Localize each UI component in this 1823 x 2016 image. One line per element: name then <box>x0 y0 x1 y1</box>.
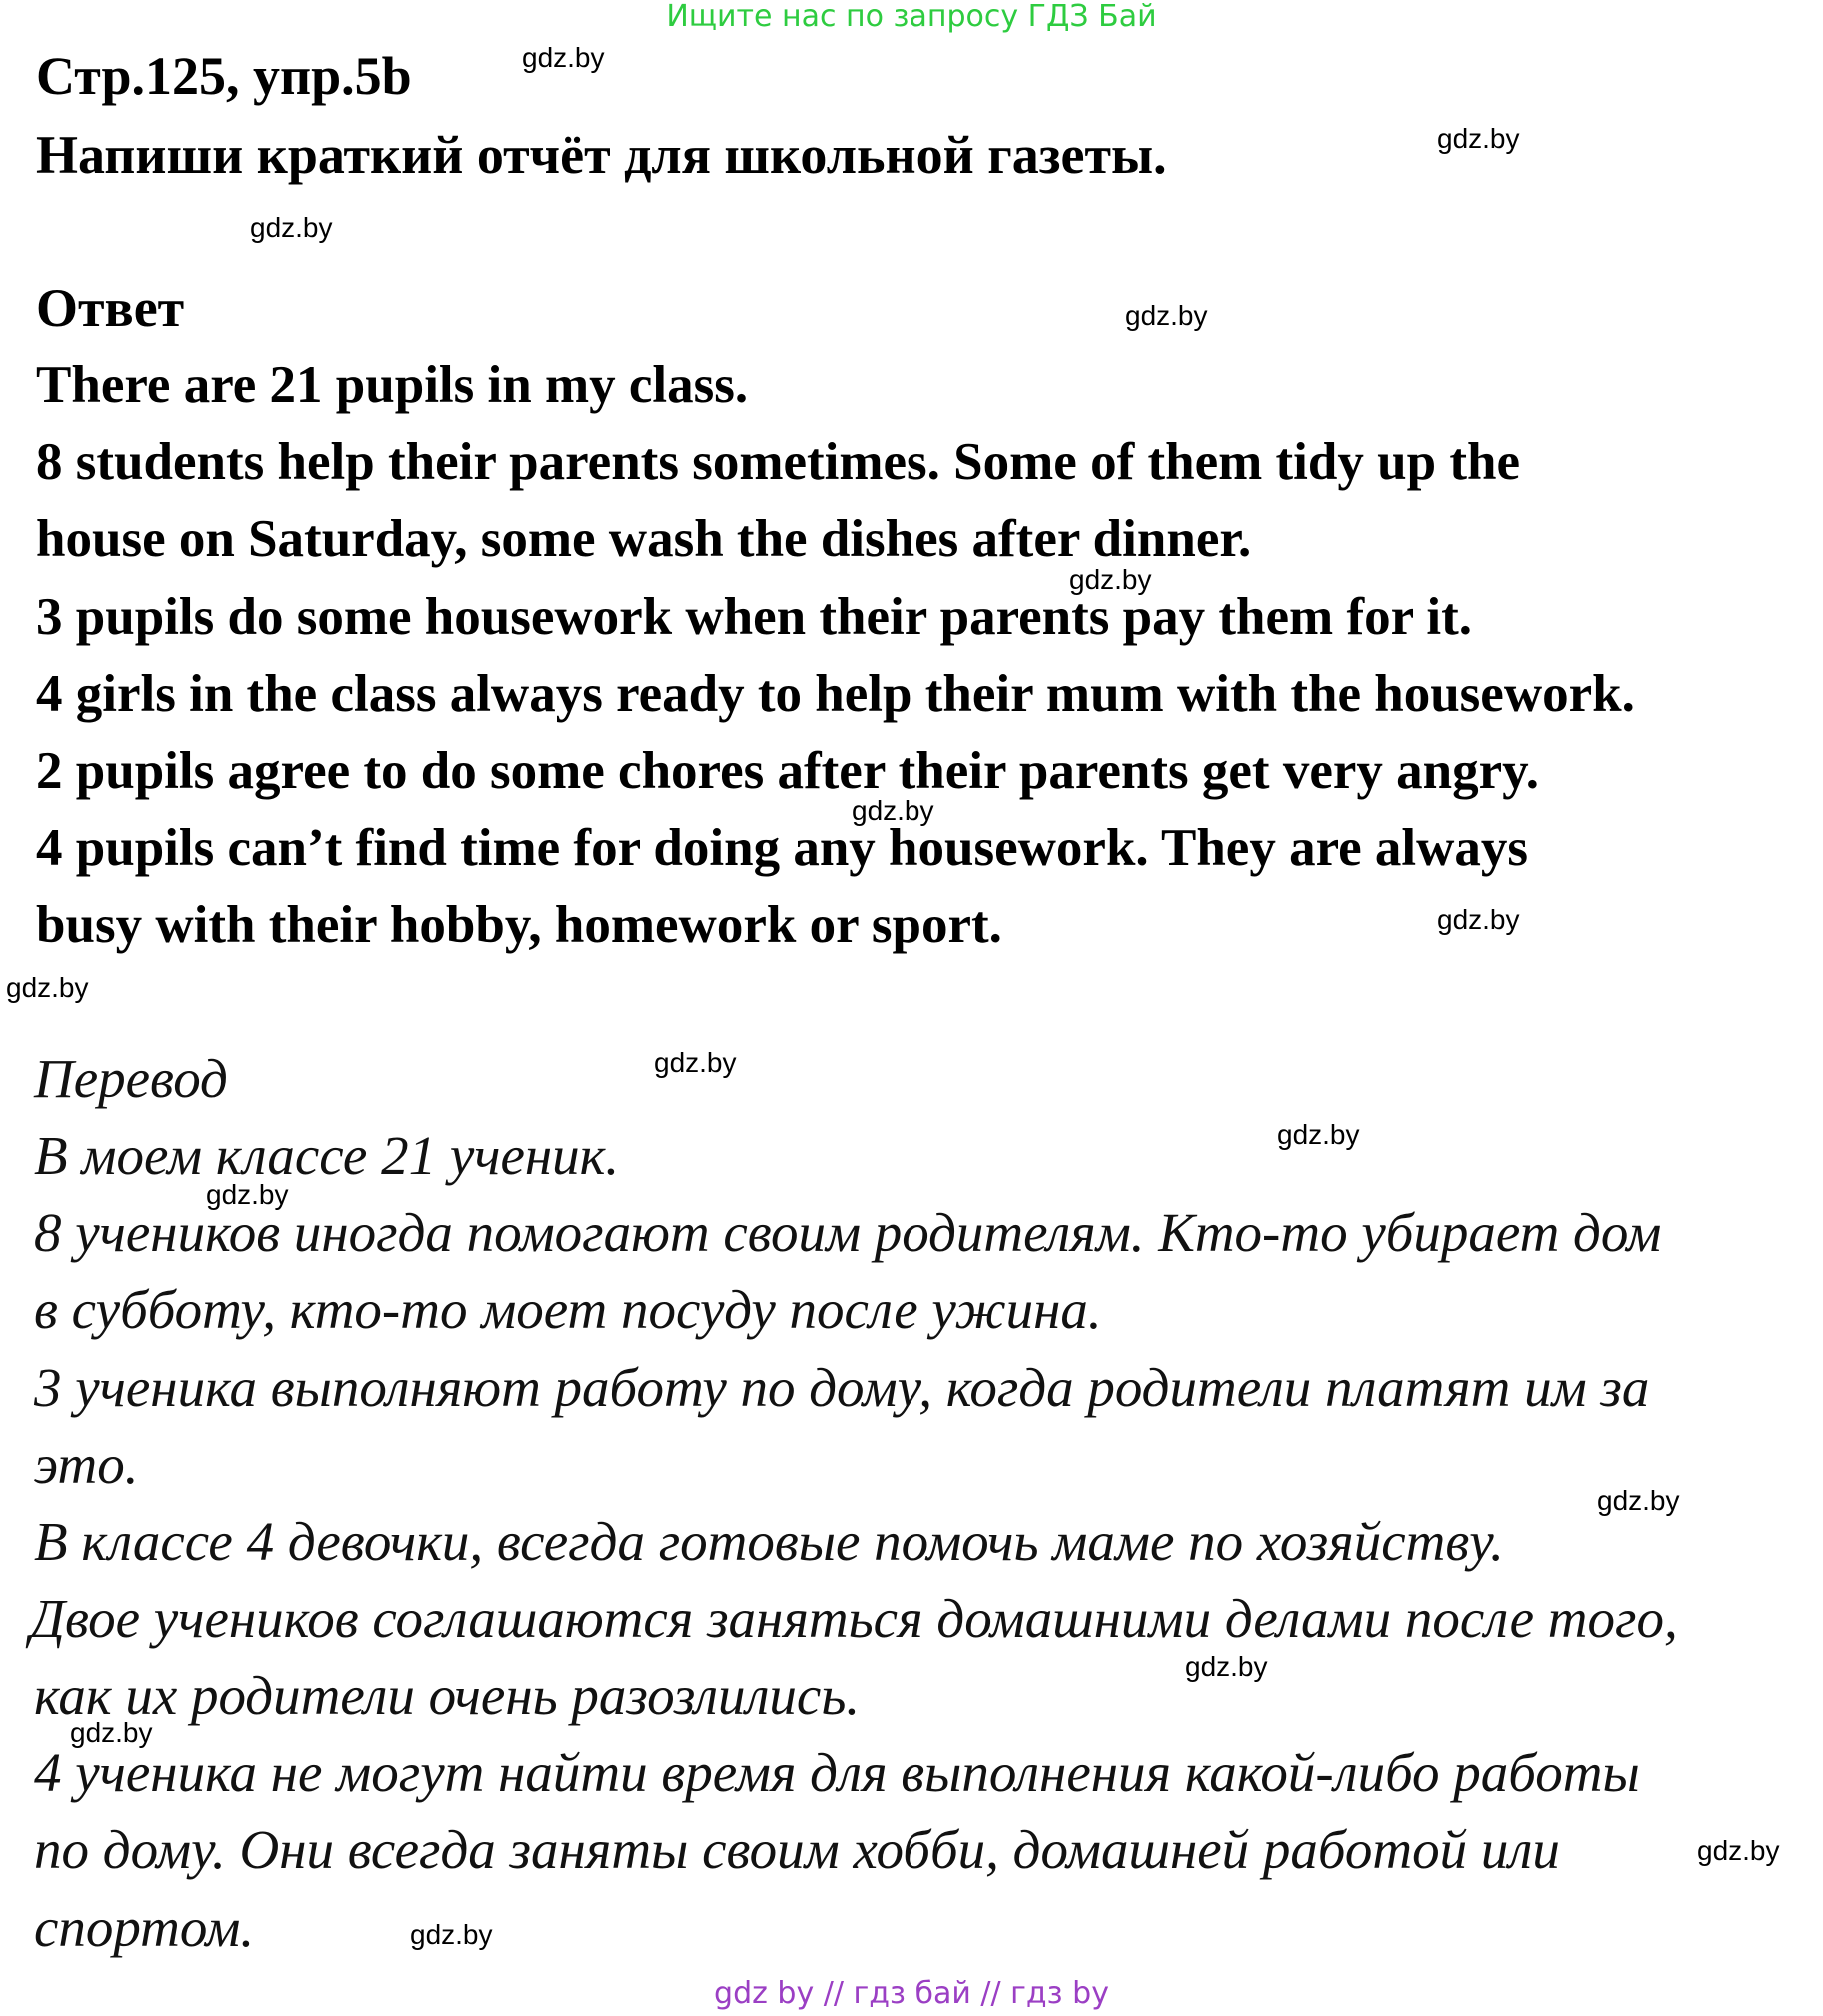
watermark: gdz.by <box>250 212 333 243</box>
watermark: gdz.by <box>852 795 934 826</box>
watermark: gdz.by <box>206 1179 289 1210</box>
translation-line: В классе 4 девочки, всегда готовые помочь маме по хозяйству. <box>34 1511 1504 1572</box>
answer-line: 8 students help their parents sometimes. Some of them tidy up the <box>36 433 1520 491</box>
watermark: gdz.by <box>1597 1485 1680 1516</box>
translation-line: по дому. Они всегда заняты своим хобби, домашней работой или <box>34 1819 1560 1880</box>
translation-line: В моем классе 21 ученик. <box>34 1125 620 1186</box>
translation-line: 3 ученика выполняют работу по дому, когда родители платят им за <box>34 1357 1650 1418</box>
answer-line: 4 pupils can’t find time for doing any housework. They are always <box>36 819 1529 877</box>
watermark: gdz.by <box>1069 564 1152 595</box>
translation-line: Двое учеников соглашаются заняться домашними делами после того, <box>30 1588 1678 1649</box>
translation-line: как их родители очень разозлились. <box>34 1665 861 1726</box>
watermark: gdz.by <box>6 972 89 1003</box>
watermark: gdz.by <box>1437 123 1520 154</box>
answer-line: 3 pupils do some housework when their parents pay them for it. <box>36 588 1473 646</box>
translation-line: спортом. <box>34 1897 255 1958</box>
watermark: gdz.by <box>522 42 605 73</box>
watermark: gdz.by <box>1437 904 1520 935</box>
watermark: gdz.by <box>70 1717 153 1748</box>
watermark: gdz.by <box>1185 1651 1268 1682</box>
translation-line: 4 ученика не могут найти время для выполнения какой-либо работы <box>34 1742 1640 1803</box>
page-title: Стр.125, упр.5b <box>36 46 412 106</box>
translation-line: это. <box>34 1434 139 1495</box>
task-text: Напиши краткий отчёт для школьной газеты. <box>36 125 1167 185</box>
answer-line: 4 girls in the class always ready to help their mum with the housework. <box>36 665 1635 723</box>
watermark: gdz.by <box>1277 1119 1360 1150</box>
watermark: gdz.by <box>410 1919 493 1950</box>
answer-line: 2 pupils agree to do some chores after their parents get very angry. <box>36 742 1539 800</box>
bottom-banner: gdz by // гдз бай // гдз by <box>714 1976 1109 2011</box>
watermark: gdz.by <box>654 1047 737 1078</box>
watermark: gdz.by <box>1125 300 1208 331</box>
watermark: gdz.by <box>1697 1835 1780 1866</box>
answer-line: busy with their hobby, homework or sport. <box>36 896 1002 954</box>
translation-line: 8 учеников иногда помогают своим родителям. Кто-то убирает дом <box>34 1202 1662 1263</box>
answer-line: There are 21 pupils in my class. <box>36 356 749 414</box>
answer-heading: Ответ <box>36 278 185 338</box>
answer-line: house on Saturday, some wash the dishes after dinner. <box>36 510 1252 568</box>
translation-line: в субботу, кто-то моет посуду после ужина. <box>34 1279 1102 1340</box>
translation-heading: Перевод <box>34 1048 228 1109</box>
top-banner: Ищите нас по запросу ГДЗ Бай <box>666 0 1157 34</box>
